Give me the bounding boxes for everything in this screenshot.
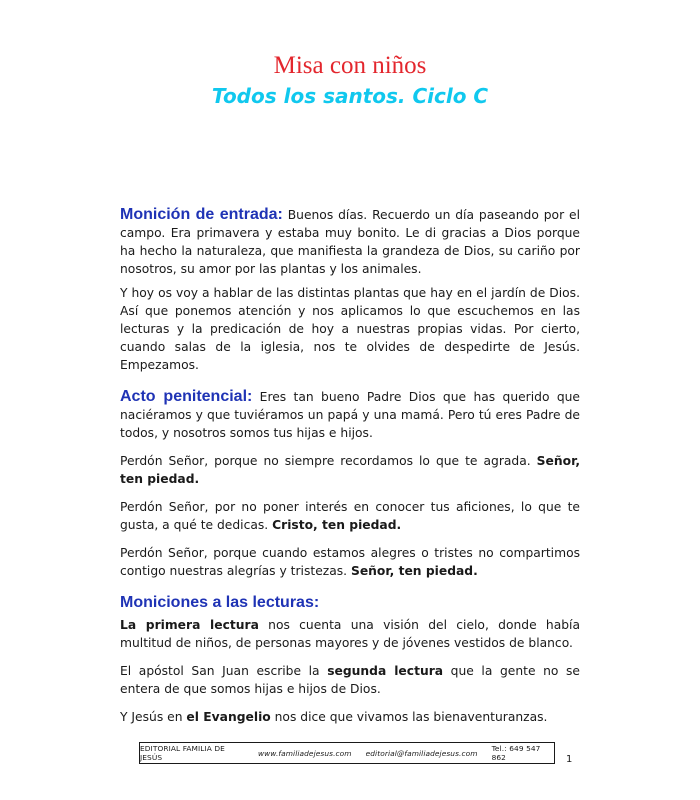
monicion-paragraph-1 xyxy=(120,206,580,278)
acto-response-3: Cristo, ten piedad. xyxy=(272,518,402,532)
footer-publisher: EDITORIAL FAMILIA DE JESÚS xyxy=(140,744,225,762)
section-monicion-entrada xyxy=(120,206,580,374)
footer-phone: Tel.: 649 547 862 xyxy=(491,744,541,762)
header xyxy=(0,52,700,108)
acto-paragraph-4 xyxy=(120,544,580,580)
evangelio-label: el Evangelio xyxy=(186,710,271,724)
segunda-lectura-label: segunda lectura xyxy=(327,664,444,678)
moniciones-text-3a: Y Jesús en xyxy=(120,710,187,724)
acto-heading: Acto penitencial: xyxy=(120,388,253,405)
footer xyxy=(139,742,555,764)
page-title: Misa con niños xyxy=(273,52,427,79)
moniciones-text-2b: que la gente no se entera de que somos hijas e hijos de Dios. xyxy=(120,664,580,696)
document-content xyxy=(120,206,580,736)
page-subtitle: Todos los santos. Ciclo C xyxy=(211,84,489,108)
moniciones-text-2a: El apóstol San Juan escribe la xyxy=(120,664,328,678)
acto-text-3: Perdón Señor, por no poner interés en conocer tus aficiones, lo que te gusta, a qué te dedicas. xyxy=(120,500,580,532)
footer-website: www.familiadejesus.com xyxy=(258,748,352,758)
section-moniciones-lecturas xyxy=(120,594,580,726)
footer-email: editorial@familiadejesus.com xyxy=(365,748,478,758)
moniciones-paragraph-2 xyxy=(120,662,580,698)
moniciones-text-1: nos cuenta una visión del cielo, donde había multitud de niños, de personas mayores y de jóvenes vestidos de blanco. xyxy=(120,618,580,650)
moniciones-heading: Moniciones a las lecturas: xyxy=(120,594,320,611)
primera-lectura-label: La primera lectura xyxy=(120,618,259,632)
acto-text-4: Perdón Señor, porque cuando estamos alegres o tristes no compartimos contigo nuestras alegrías y tristezas. xyxy=(120,546,580,578)
acto-text-2: Perdón Señor, porque no siempre recordamos lo que te agrada. xyxy=(120,454,537,468)
moniciones-text-3b: nos dice que vivamos las bienaventuranzas. xyxy=(270,710,548,724)
moniciones-paragraph-3 xyxy=(120,708,580,726)
monicion-paragraph-2: Y hoy os voy a hablar de las distintas plantas que hay en el jardín de Dios. Así que ponemos atención y nos aplicamos lo que escuchemos en las lecturas y la predicación de hoy a nuestras propias vidas. Por cierto, cuando salas de la iglesia, nos te olvides de despedirte de Jesús. Empezamos. xyxy=(120,286,580,372)
section-acto-penitencial xyxy=(120,388,580,580)
page-number: 1 xyxy=(566,754,573,765)
acto-response-4: Señor, ten piedad. xyxy=(350,564,478,578)
moniciones-paragraph-1 xyxy=(120,616,580,652)
acto-response-2: Señor, ten piedad. xyxy=(120,454,580,486)
monicion-text-1: Buenos días. Recuerdo un día paseando por el campo. Era primavera y estaba muy bonito. Le di gracias a Dios porque ha hecho la naturaleza, que manifiesta la grandeza de Dios, su cariño por nosotros, su amor por las plantas y los animales. xyxy=(120,208,580,276)
acto-paragraph-3 xyxy=(120,498,580,534)
monicion-heading: Monición de entrada: xyxy=(120,206,283,223)
acto-paragraph-2 xyxy=(120,452,580,488)
acto-paragraph-1 xyxy=(120,388,580,442)
acto-text-1: Eres tan bueno Padre Dios que has querido que naciéramos y que tuviéramos un papá y una mamá. Pero tú eres Padre de todos, y nosotros somos tus hijas e hijos. xyxy=(120,390,580,440)
